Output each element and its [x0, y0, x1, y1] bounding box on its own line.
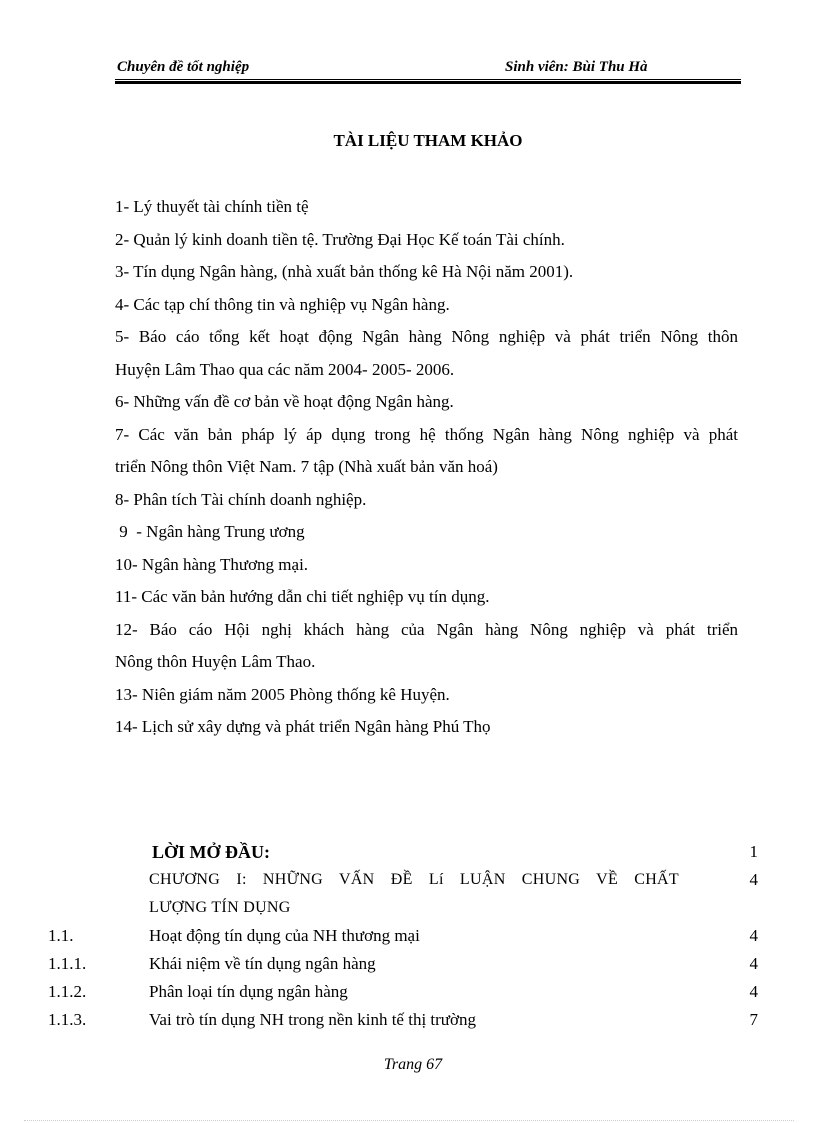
reference-item: 6- Những vấn đề cơ bản về hoạt động Ngân hàng. [115, 392, 454, 411]
reference-item: 2- Quản lý kinh doanh tiền tệ. Trường Đại Học Kế toán Tài chính. [115, 229, 565, 249]
reference-item: 11- Các văn bản hướng dẫn chi tiết nghiệp vụ tín dụng. [115, 587, 490, 606]
toc-section-title: Vai trò tín dụng NH trong nền kinh tế thị trường [149, 1010, 477, 1029]
toc-page-number: 1 [749, 842, 758, 861]
page-header [115, 59, 741, 79]
toc-chapter-line: CHƯƠNG I: NHỮNG VẤN ĐỀ Lí LUẬN CHUNG VỀ CHẤT [149, 871, 679, 888]
page-bottom-border [24, 1120, 794, 1121]
toc-section-number: 1.1.1. [48, 954, 87, 973]
reference-item-line: 12- Báo cáo Hội nghị khách hàng của Ngân hàng Nông nghiệp và phát triển [115, 619, 738, 639]
table-of-contents [48, 838, 760, 1034]
page-footer: Trang 67 [383, 1056, 443, 1073]
toc-page-number: 7 [749, 1010, 758, 1029]
header-document-type: Chuyên đề tốt nghiệp [117, 59, 250, 75]
toc-page-number: 4 [749, 870, 758, 889]
reference-item: 13- Niên giám năm 2005 Phòng thống kê Huyện. [115, 684, 450, 704]
toc-intro-heading: LỜI MỞ ĐẦU: [152, 842, 270, 862]
reference-list [115, 191, 738, 744]
reference-item: 9 - Ngân hàng Trung ương [115, 522, 305, 541]
toc-page-number: 4 [749, 982, 758, 1001]
toc-row [48, 978, 760, 1006]
header-rule-thick [115, 81, 741, 84]
reference-item: 10- Ngân hàng Thương mại. [115, 554, 309, 574]
reference-item: 8- Phân tích Tài chính doanh nghiệp. [115, 489, 367, 509]
toc-section-number: 1.1. [48, 926, 74, 945]
toc-chapter-title [149, 866, 679, 922]
page-title: TÀI LIỆU THAM KHẢO [333, 131, 523, 150]
reference-item: 1- Lý thuyết tài chính tiền tệ [115, 197, 309, 216]
reference-item-line: 5- Báo cáo tổng kết hoạt động Ngân hàng Nông nghiệp và phát triển Nông thôn [115, 327, 738, 346]
toc-section-title: Hoạt động tín dụng của NH thương mại [149, 926, 420, 945]
toc-row [48, 1006, 760, 1034]
toc-page-number: 4 [749, 954, 758, 973]
reference-item: 4- Các tạp chí thông tin và nghiệp vụ Ngân hàng. [115, 294, 450, 314]
toc-row [48, 838, 760, 866]
toc-section-number: 1.1.2. [48, 982, 87, 1001]
toc-page-number: 4 [749, 926, 758, 945]
toc-section-number: 1.1.3. [48, 1010, 87, 1029]
toc-row [48, 922, 760, 950]
toc-row [48, 866, 760, 922]
reference-item-line: Huyện Lâm Thao qua các năm 2004- 2005- 2006. [115, 359, 455, 379]
toc-row [48, 950, 760, 978]
toc-chapter-line: LƯỢNG TÍN DỤNG [149, 899, 291, 916]
header-student-name: Sinh viên: Bùi Thu Hà [505, 59, 648, 75]
toc-section-title: Phân loại tín dụng ngân hàng [149, 982, 348, 1001]
reference-item-line: triển Nông thôn Việt Nam. 7 tập (Nhà xuất bản văn hoá) [115, 457, 498, 476]
reference-item-line: Nông thôn Huyện Lâm Thao. [115, 652, 316, 671]
reference-item: 14- Lịch sử xây dựng và phát triển Ngân hàng Phú Thọ [115, 717, 491, 736]
toc-section-title: Khái niệm về tín dụng ngân hàng [149, 954, 376, 973]
reference-item-line: 7- Các văn bản pháp lý áp dụng trong hệ thống Ngân hàng Nông nghiệp và phát [115, 424, 738, 444]
header-rule-thin [115, 79, 741, 80]
reference-item: 3- Tín dụng Ngân hàng, (nhà xuất bản thống kê Hà Nội năm 2001). [115, 262, 574, 281]
